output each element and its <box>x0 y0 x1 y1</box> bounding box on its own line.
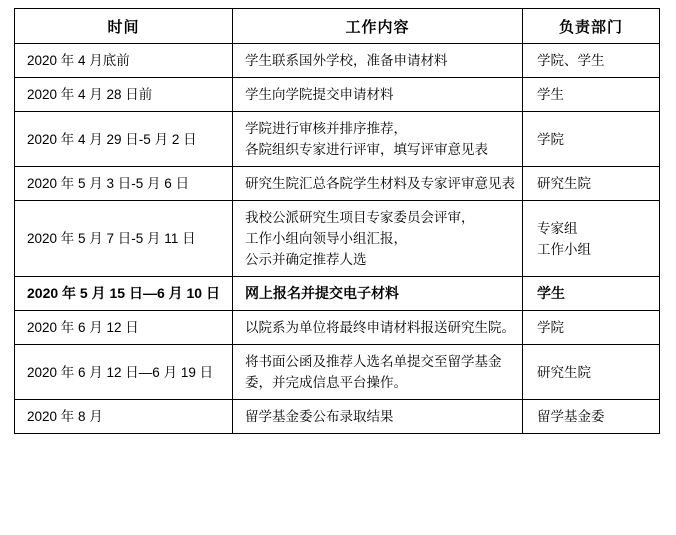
cell-content-line: 学生向学院提交申请材料 <box>245 87 394 102</box>
cell-time-text <box>15 44 232 77</box>
table-row <box>15 345 660 400</box>
cell-content-text <box>233 277 522 310</box>
cell-content <box>233 311 523 345</box>
cell-content-text <box>233 311 522 344</box>
cell-department-text <box>523 311 659 344</box>
table-row <box>15 400 660 434</box>
cell-content-line: 网上报名并提交电子材料 <box>245 285 399 301</box>
cell-content-text <box>233 400 522 433</box>
cell-time-line: 2020 年 6 月 12 日—6 月 19 日 <box>27 364 214 380</box>
cell-time <box>15 44 233 78</box>
cell-content <box>233 112 523 167</box>
cell-content-line: 我校公派研究生项目专家委员会评审， <box>245 210 475 225</box>
cell-department-line: 学院 <box>537 320 564 335</box>
cell-time-text <box>15 78 232 111</box>
cell-time-line: 2020 年 5 月 15 日—6 月 10 日 <box>27 285 220 301</box>
cell-content <box>233 277 523 311</box>
cell-department-line: 学院 <box>537 131 564 147</box>
cell-content-line: 学院进行审核并排序推荐， <box>245 121 407 136</box>
cell-content-line: 以院系为单位将最终申请材料报送研究生院。 <box>245 320 515 335</box>
cell-department-text <box>523 78 659 111</box>
cell-content-line: 工作小组向领导小组汇报， <box>245 231 407 246</box>
table-row <box>15 277 660 311</box>
cell-time <box>15 78 233 112</box>
cell-department <box>523 201 660 277</box>
cell-time-text <box>15 277 232 310</box>
cell-department-text <box>523 44 659 77</box>
cell-department <box>523 167 660 201</box>
cell-department-text <box>523 123 659 156</box>
cell-department <box>523 78 660 112</box>
cell-department <box>523 277 660 311</box>
cell-department-line: 专家组 <box>537 220 578 236</box>
cell-department-line: 留学基金委 <box>537 409 605 424</box>
cell-time <box>15 167 233 201</box>
cell-department-line: 学生 <box>537 87 564 102</box>
cell-content-line: 研究生院汇总各院学生材料及专家评审意见表 <box>245 176 515 191</box>
cell-content-text <box>233 112 522 166</box>
cell-content-line: 公示并确定推荐人选 <box>245 252 367 267</box>
cell-content-line: 学生联系国外学校，准备申请材料 <box>245 53 448 68</box>
cell-time-text <box>15 167 232 200</box>
cell-department-line: 学生 <box>537 285 565 301</box>
cell-time-text <box>15 311 232 344</box>
cell-content-line: 各院组织专家进行评审，填写评审意见表 <box>245 142 488 157</box>
table-header <box>15 9 660 44</box>
cell-department <box>523 44 660 78</box>
cell-content-text <box>233 345 522 399</box>
table-row <box>15 44 660 78</box>
cell-time-text <box>15 356 232 389</box>
cell-time-line: 2020 年 6 月 12 日 <box>27 320 139 335</box>
cell-content <box>233 345 523 400</box>
cell-content-line: 将书面公函及推荐人选名单提交至留学基金 <box>245 354 502 369</box>
cell-time <box>15 112 233 167</box>
cell-time <box>15 277 233 311</box>
cell-time <box>15 311 233 345</box>
cell-content <box>233 201 523 277</box>
cell-department-text <box>523 356 659 389</box>
cell-time-line: 2020 年 5 月 3 日-5 月 6 日 <box>27 176 190 191</box>
cell-time <box>15 345 233 400</box>
cell-content-line: 委，并完成信息平台操作。 <box>245 375 407 390</box>
cell-time <box>15 201 233 277</box>
cell-content-text <box>233 78 522 111</box>
cell-department <box>523 311 660 345</box>
cell-department-line: 工作小组 <box>537 241 591 257</box>
cell-content-text <box>233 201 522 276</box>
table-header-row <box>15 9 660 44</box>
column-header-department: 负责部门 <box>523 9 660 44</box>
cell-department-text <box>523 167 659 200</box>
cell-time-line: 2020 年 8 月 <box>27 409 103 424</box>
cell-time-line: 2020 年 5 月 7 日-5 月 11 日 <box>27 231 196 246</box>
cell-department-text <box>523 212 659 266</box>
cell-department-line: 学院、学生 <box>537 53 605 68</box>
cell-time-line: 2020 年 4 月 28 日前 <box>27 87 153 102</box>
cell-content <box>233 78 523 112</box>
table-row <box>15 201 660 277</box>
cell-content <box>233 167 523 201</box>
cell-time-text <box>15 123 232 156</box>
cell-time <box>15 400 233 434</box>
cell-department <box>523 400 660 434</box>
cell-department <box>523 345 660 400</box>
cell-content <box>233 44 523 78</box>
cell-time-line: 2020 年 4 月底前 <box>27 53 130 68</box>
cell-department <box>523 112 660 167</box>
schedule-table <box>14 8 660 434</box>
cell-time-line: 2020 年 4 月 29 日-5 月 2 日 <box>27 131 197 147</box>
table-row <box>15 167 660 201</box>
column-header-content: 工作内容 <box>233 9 523 44</box>
cell-content-text <box>233 44 522 77</box>
cell-department-text <box>523 400 659 433</box>
cell-time-text <box>15 222 232 255</box>
column-header-time: 时间 <box>15 9 233 44</box>
cell-content-line: 留学基金委公布录取结果 <box>245 409 394 424</box>
cell-department-line: 研究生院 <box>537 364 591 380</box>
table-body <box>15 44 660 434</box>
cell-content-text <box>233 167 522 200</box>
cell-department-line: 研究生院 <box>537 176 591 191</box>
cell-time-text <box>15 400 232 433</box>
table-row <box>15 112 660 167</box>
table-row <box>15 78 660 112</box>
table-row <box>15 311 660 345</box>
cell-content <box>233 400 523 434</box>
cell-department-text <box>523 277 659 310</box>
